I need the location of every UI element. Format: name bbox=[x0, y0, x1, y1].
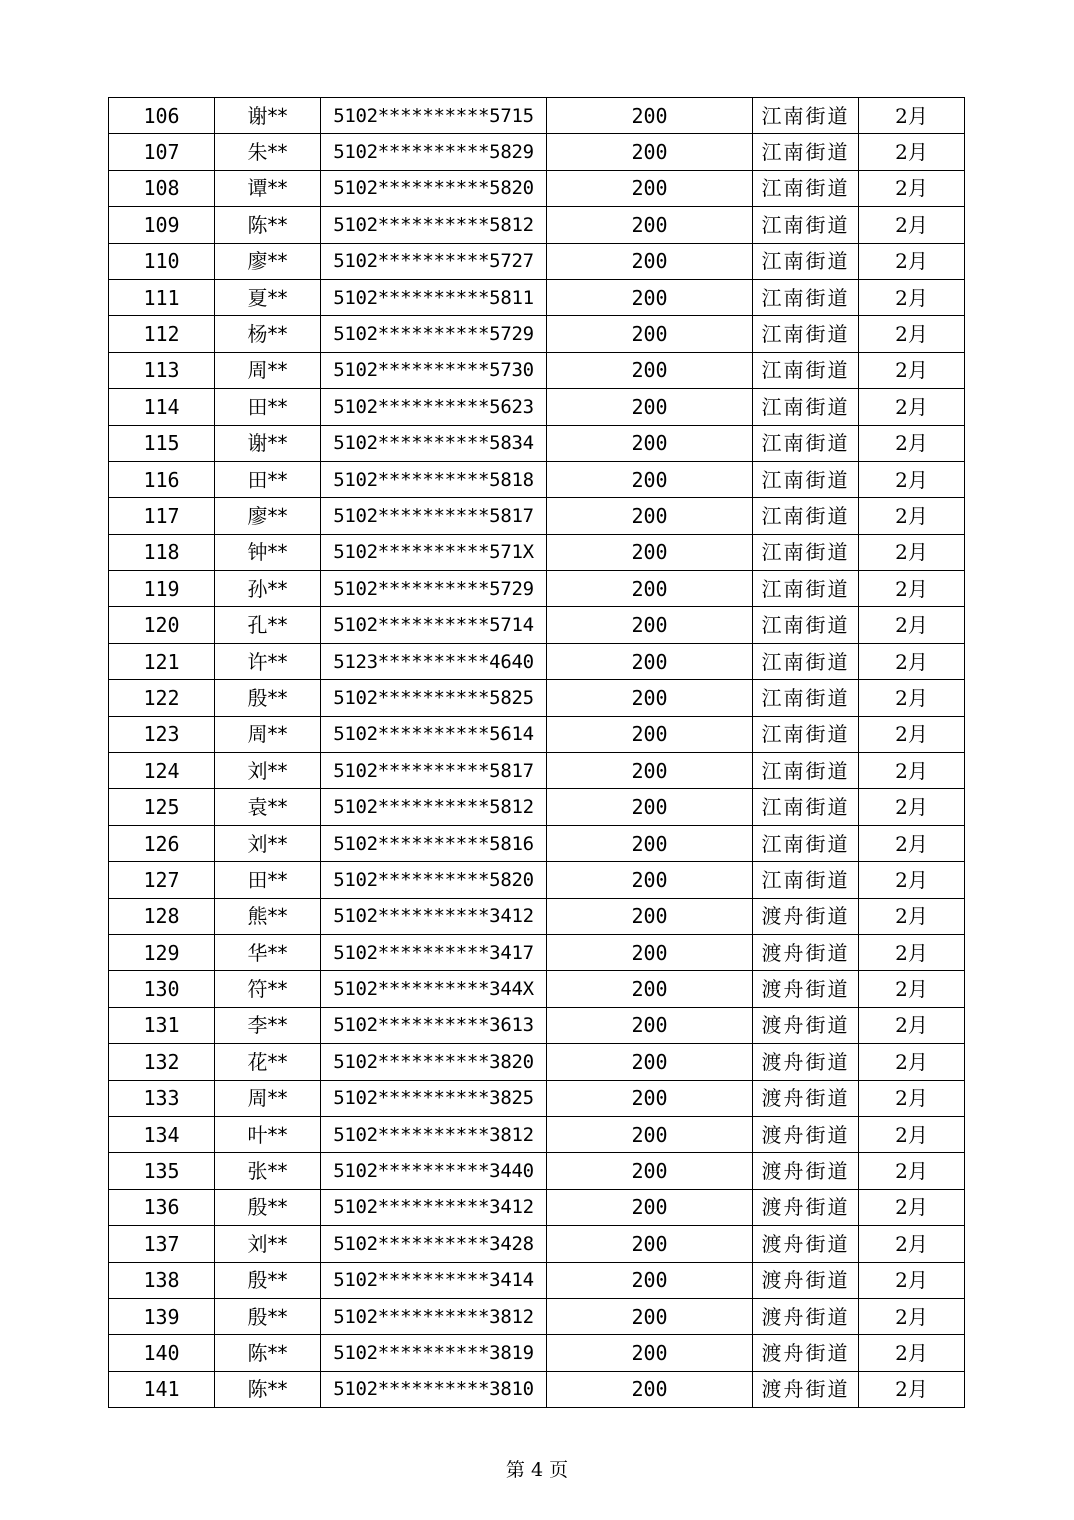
name-cell: 殷** bbox=[215, 1262, 321, 1298]
name-cell: 张** bbox=[215, 1153, 321, 1189]
table-row bbox=[109, 1153, 965, 1189]
table-row bbox=[109, 1298, 965, 1334]
table-row bbox=[109, 98, 965, 134]
street-cell: 渡舟街道 bbox=[753, 1298, 859, 1334]
name-cell: 李** bbox=[215, 1007, 321, 1043]
name-cell: 孙** bbox=[215, 571, 321, 607]
name-cell: 袁** bbox=[215, 789, 321, 825]
id-number-cell: 5102**********3812 bbox=[321, 1116, 547, 1152]
row-number-cell: 115 bbox=[109, 425, 215, 461]
table-row bbox=[109, 498, 965, 534]
row-number-cell: 136 bbox=[109, 1189, 215, 1225]
month-cell: 2月 bbox=[859, 1044, 965, 1080]
table-row bbox=[109, 461, 965, 497]
table-row bbox=[109, 170, 965, 206]
street-cell: 江南街道 bbox=[753, 207, 859, 243]
amount-cell: 200 bbox=[547, 316, 753, 352]
street-cell: 江南街道 bbox=[753, 279, 859, 315]
row-number-cell: 111 bbox=[109, 279, 215, 315]
month-cell: 2月 bbox=[859, 1335, 965, 1371]
table-row bbox=[109, 534, 965, 570]
row-number-cell: 108 bbox=[109, 170, 215, 206]
table-row bbox=[109, 279, 965, 315]
name-cell: 刘** bbox=[215, 1226, 321, 1262]
row-number-cell: 116 bbox=[109, 461, 215, 497]
amount-cell: 200 bbox=[547, 1116, 753, 1152]
street-cell: 江南街道 bbox=[753, 789, 859, 825]
row-number-cell: 135 bbox=[109, 1153, 215, 1189]
amount-cell: 200 bbox=[547, 862, 753, 898]
month-cell: 2月 bbox=[859, 352, 965, 388]
month-cell: 2月 bbox=[859, 862, 965, 898]
street-cell: 江南街道 bbox=[753, 134, 859, 170]
table-row bbox=[109, 716, 965, 752]
row-number-cell: 126 bbox=[109, 825, 215, 861]
id-number-cell: 5102**********571X bbox=[321, 534, 547, 570]
street-cell: 渡舟街道 bbox=[753, 1262, 859, 1298]
month-cell: 2月 bbox=[859, 1262, 965, 1298]
id-number-cell: 5102**********3412 bbox=[321, 898, 547, 934]
name-cell: 田** bbox=[215, 461, 321, 497]
id-number-cell: 5102**********3417 bbox=[321, 934, 547, 970]
name-cell: 周** bbox=[215, 716, 321, 752]
row-number-cell: 110 bbox=[109, 243, 215, 279]
amount-cell: 200 bbox=[547, 1189, 753, 1225]
street-cell: 江南街道 bbox=[753, 643, 859, 679]
amount-cell: 200 bbox=[547, 971, 753, 1007]
row-number-cell: 131 bbox=[109, 1007, 215, 1043]
amount-cell: 200 bbox=[547, 1007, 753, 1043]
month-cell: 2月 bbox=[859, 643, 965, 679]
id-number-cell: 5102**********5817 bbox=[321, 498, 547, 534]
name-cell: 朱** bbox=[215, 134, 321, 170]
id-number-cell: 5102**********3428 bbox=[321, 1226, 547, 1262]
name-cell: 周** bbox=[215, 352, 321, 388]
street-cell: 江南街道 bbox=[753, 389, 859, 425]
table-row bbox=[109, 571, 965, 607]
street-cell: 渡舟街道 bbox=[753, 1189, 859, 1225]
street-cell: 渡舟街道 bbox=[753, 1044, 859, 1080]
month-cell: 2月 bbox=[859, 279, 965, 315]
name-cell: 熊** bbox=[215, 898, 321, 934]
amount-cell: 200 bbox=[547, 498, 753, 534]
id-number-cell: 5123**********4640 bbox=[321, 643, 547, 679]
row-number-cell: 137 bbox=[109, 1226, 215, 1262]
amount-cell: 200 bbox=[547, 279, 753, 315]
row-number-cell: 130 bbox=[109, 971, 215, 1007]
amount-cell: 200 bbox=[547, 207, 753, 243]
street-cell: 渡舟街道 bbox=[753, 1007, 859, 1043]
row-number-cell: 114 bbox=[109, 389, 215, 425]
name-cell: 刘** bbox=[215, 825, 321, 861]
table-row bbox=[109, 316, 965, 352]
row-number-cell: 139 bbox=[109, 1298, 215, 1334]
street-cell: 江南街道 bbox=[753, 862, 859, 898]
month-cell: 2月 bbox=[859, 461, 965, 497]
id-number-cell: 5102**********5829 bbox=[321, 134, 547, 170]
amount-cell: 200 bbox=[547, 1262, 753, 1298]
name-cell: 廖** bbox=[215, 243, 321, 279]
amount-cell: 200 bbox=[547, 1335, 753, 1371]
id-number-cell: 5102**********3414 bbox=[321, 1262, 547, 1298]
amount-cell: 200 bbox=[547, 352, 753, 388]
table-row bbox=[109, 898, 965, 934]
row-number-cell: 120 bbox=[109, 607, 215, 643]
street-cell: 渡舟街道 bbox=[753, 971, 859, 1007]
amount-cell: 200 bbox=[547, 716, 753, 752]
street-cell: 江南街道 bbox=[753, 98, 859, 134]
recipient-table-container bbox=[108, 97, 964, 1408]
month-cell: 2月 bbox=[859, 534, 965, 570]
amount-cell: 200 bbox=[547, 1044, 753, 1080]
name-cell: 夏** bbox=[215, 279, 321, 315]
street-cell: 江南街道 bbox=[753, 243, 859, 279]
month-cell: 2月 bbox=[859, 680, 965, 716]
name-cell: 田** bbox=[215, 389, 321, 425]
row-number-cell: 128 bbox=[109, 898, 215, 934]
table-row bbox=[109, 825, 965, 861]
amount-cell: 200 bbox=[547, 934, 753, 970]
amount-cell: 200 bbox=[547, 753, 753, 789]
month-cell: 2月 bbox=[859, 1226, 965, 1262]
id-number-cell: 5102**********5623 bbox=[321, 389, 547, 425]
recipient-table bbox=[108, 97, 965, 1408]
amount-cell: 200 bbox=[547, 680, 753, 716]
street-cell: 渡舟街道 bbox=[753, 1226, 859, 1262]
amount-cell: 200 bbox=[547, 170, 753, 206]
month-cell: 2月 bbox=[859, 98, 965, 134]
id-number-cell: 5102**********3820 bbox=[321, 1044, 547, 1080]
amount-cell: 200 bbox=[547, 1226, 753, 1262]
street-cell: 渡舟街道 bbox=[753, 1080, 859, 1116]
month-cell: 2月 bbox=[859, 825, 965, 861]
name-cell: 孔** bbox=[215, 607, 321, 643]
amount-cell: 200 bbox=[547, 825, 753, 861]
id-number-cell: 5102**********5834 bbox=[321, 425, 547, 461]
month-cell: 2月 bbox=[859, 316, 965, 352]
month-cell: 2月 bbox=[859, 716, 965, 752]
month-cell: 2月 bbox=[859, 789, 965, 825]
table-row bbox=[109, 425, 965, 461]
id-number-cell: 5102**********3613 bbox=[321, 1007, 547, 1043]
name-cell: 周** bbox=[215, 1080, 321, 1116]
amount-cell: 200 bbox=[547, 1153, 753, 1189]
amount-cell: 200 bbox=[547, 1080, 753, 1116]
id-number-cell: 5102**********5811 bbox=[321, 279, 547, 315]
table-row bbox=[109, 207, 965, 243]
id-number-cell: 5102**********3810 bbox=[321, 1371, 547, 1407]
month-cell: 2月 bbox=[859, 898, 965, 934]
street-cell: 江南街道 bbox=[753, 607, 859, 643]
row-number-cell: 117 bbox=[109, 498, 215, 534]
id-number-cell: 5102**********3825 bbox=[321, 1080, 547, 1116]
name-cell: 殷** bbox=[215, 1189, 321, 1225]
row-number-cell: 109 bbox=[109, 207, 215, 243]
street-cell: 江南街道 bbox=[753, 352, 859, 388]
amount-cell: 200 bbox=[547, 134, 753, 170]
name-cell: 谢** bbox=[215, 425, 321, 461]
id-number-cell: 5102**********5729 bbox=[321, 316, 547, 352]
id-number-cell: 5102**********5727 bbox=[321, 243, 547, 279]
id-number-cell: 5102**********5817 bbox=[321, 753, 547, 789]
id-number-cell: 5102**********5820 bbox=[321, 170, 547, 206]
name-cell: 谢** bbox=[215, 98, 321, 134]
month-cell: 2月 bbox=[859, 134, 965, 170]
id-number-cell: 5102**********3812 bbox=[321, 1298, 547, 1334]
name-cell: 花** bbox=[215, 1044, 321, 1080]
amount-cell: 200 bbox=[547, 898, 753, 934]
name-cell: 华** bbox=[215, 934, 321, 970]
name-cell: 钟** bbox=[215, 534, 321, 570]
amount-cell: 200 bbox=[547, 425, 753, 461]
table-row bbox=[109, 971, 965, 1007]
table-row bbox=[109, 1116, 965, 1152]
month-cell: 2月 bbox=[859, 1080, 965, 1116]
table-row bbox=[109, 243, 965, 279]
month-cell: 2月 bbox=[859, 498, 965, 534]
id-number-cell: 5102**********5729 bbox=[321, 571, 547, 607]
name-cell: 陈** bbox=[215, 207, 321, 243]
table-row bbox=[109, 643, 965, 679]
name-cell: 殷** bbox=[215, 680, 321, 716]
table-row bbox=[109, 134, 965, 170]
id-number-cell: 5102**********5818 bbox=[321, 461, 547, 497]
name-cell: 田** bbox=[215, 862, 321, 898]
table-row bbox=[109, 1262, 965, 1298]
row-number-cell: 119 bbox=[109, 571, 215, 607]
table-row bbox=[109, 1371, 965, 1407]
row-number-cell: 122 bbox=[109, 680, 215, 716]
row-number-cell: 134 bbox=[109, 1116, 215, 1152]
row-number-cell: 127 bbox=[109, 862, 215, 898]
table-row bbox=[109, 1007, 965, 1043]
table-row bbox=[109, 862, 965, 898]
street-cell: 渡舟街道 bbox=[753, 1335, 859, 1371]
row-number-cell: 138 bbox=[109, 1262, 215, 1298]
row-number-cell: 124 bbox=[109, 753, 215, 789]
month-cell: 2月 bbox=[859, 971, 965, 1007]
street-cell: 江南街道 bbox=[753, 316, 859, 352]
amount-cell: 200 bbox=[547, 607, 753, 643]
id-number-cell: 5102**********5812 bbox=[321, 207, 547, 243]
table-row bbox=[109, 680, 965, 716]
month-cell: 2月 bbox=[859, 207, 965, 243]
id-number-cell: 5102**********5816 bbox=[321, 825, 547, 861]
month-cell: 2月 bbox=[859, 607, 965, 643]
row-number-cell: 118 bbox=[109, 534, 215, 570]
month-cell: 2月 bbox=[859, 1007, 965, 1043]
id-number-cell: 5102**********5825 bbox=[321, 680, 547, 716]
month-cell: 2月 bbox=[859, 1153, 965, 1189]
id-number-cell: 5102**********5812 bbox=[321, 789, 547, 825]
amount-cell: 200 bbox=[547, 243, 753, 279]
name-cell: 廖** bbox=[215, 498, 321, 534]
table-row bbox=[109, 1080, 965, 1116]
recipient-table-body bbox=[109, 98, 965, 1408]
table-row bbox=[109, 934, 965, 970]
id-number-cell: 5102**********5730 bbox=[321, 352, 547, 388]
amount-cell: 200 bbox=[547, 789, 753, 825]
street-cell: 江南街道 bbox=[753, 425, 859, 461]
table-row bbox=[109, 1335, 965, 1371]
street-cell: 渡舟街道 bbox=[753, 1116, 859, 1152]
name-cell: 殷** bbox=[215, 1298, 321, 1334]
id-number-cell: 5102**********3440 bbox=[321, 1153, 547, 1189]
row-number-cell: 113 bbox=[109, 352, 215, 388]
id-number-cell: 5102**********3819 bbox=[321, 1335, 547, 1371]
row-number-cell: 141 bbox=[109, 1371, 215, 1407]
amount-cell: 200 bbox=[547, 98, 753, 134]
street-cell: 江南街道 bbox=[753, 534, 859, 570]
street-cell: 江南街道 bbox=[753, 716, 859, 752]
street-cell: 江南街道 bbox=[753, 825, 859, 861]
id-number-cell: 5102**********344X bbox=[321, 971, 547, 1007]
table-row bbox=[109, 352, 965, 388]
month-cell: 2月 bbox=[859, 1371, 965, 1407]
row-number-cell: 132 bbox=[109, 1044, 215, 1080]
name-cell: 叶** bbox=[215, 1116, 321, 1152]
amount-cell: 200 bbox=[547, 571, 753, 607]
row-number-cell: 123 bbox=[109, 716, 215, 752]
amount-cell: 200 bbox=[547, 534, 753, 570]
id-number-cell: 5102**********5820 bbox=[321, 862, 547, 898]
name-cell: 陈** bbox=[215, 1371, 321, 1407]
street-cell: 江南街道 bbox=[753, 170, 859, 206]
table-row bbox=[109, 753, 965, 789]
table-row bbox=[109, 607, 965, 643]
street-cell: 渡舟街道 bbox=[753, 1153, 859, 1189]
id-number-cell: 5102**********5614 bbox=[321, 716, 547, 752]
page-number: 第 4 页 bbox=[505, 1459, 569, 1481]
table-row bbox=[109, 389, 965, 425]
month-cell: 2月 bbox=[859, 243, 965, 279]
table-row bbox=[109, 1189, 965, 1225]
name-cell: 符** bbox=[215, 971, 321, 1007]
id-number-cell: 5102**********5715 bbox=[321, 98, 547, 134]
month-cell: 2月 bbox=[859, 170, 965, 206]
row-number-cell: 121 bbox=[109, 643, 215, 679]
street-cell: 江南街道 bbox=[753, 753, 859, 789]
month-cell: 2月 bbox=[859, 425, 965, 461]
amount-cell: 200 bbox=[547, 461, 753, 497]
month-cell: 2月 bbox=[859, 1189, 965, 1225]
name-cell: 刘** bbox=[215, 753, 321, 789]
street-cell: 江南街道 bbox=[753, 498, 859, 534]
month-cell: 2月 bbox=[859, 934, 965, 970]
month-cell: 2月 bbox=[859, 753, 965, 789]
table-row bbox=[109, 789, 965, 825]
id-number-cell: 5102**********3412 bbox=[321, 1189, 547, 1225]
row-number-cell: 129 bbox=[109, 934, 215, 970]
name-cell: 许** bbox=[215, 643, 321, 679]
row-number-cell: 125 bbox=[109, 789, 215, 825]
street-cell: 江南街道 bbox=[753, 571, 859, 607]
month-cell: 2月 bbox=[859, 1116, 965, 1152]
name-cell: 陈** bbox=[215, 1335, 321, 1371]
month-cell: 2月 bbox=[859, 1298, 965, 1334]
amount-cell: 200 bbox=[547, 389, 753, 425]
id-number-cell: 5102**********5714 bbox=[321, 607, 547, 643]
row-number-cell: 106 bbox=[109, 98, 215, 134]
table-row bbox=[109, 1226, 965, 1262]
table-row bbox=[109, 1044, 965, 1080]
amount-cell: 200 bbox=[547, 643, 753, 679]
street-cell: 江南街道 bbox=[753, 461, 859, 497]
street-cell: 渡舟街道 bbox=[753, 898, 859, 934]
row-number-cell: 112 bbox=[109, 316, 215, 352]
street-cell: 渡舟街道 bbox=[753, 934, 859, 970]
name-cell: 谭** bbox=[215, 170, 321, 206]
street-cell: 江南街道 bbox=[753, 680, 859, 716]
row-number-cell: 107 bbox=[109, 134, 215, 170]
row-number-cell: 133 bbox=[109, 1080, 215, 1116]
month-cell: 2月 bbox=[859, 389, 965, 425]
amount-cell: 200 bbox=[547, 1298, 753, 1334]
month-cell: 2月 bbox=[859, 571, 965, 607]
amount-cell: 200 bbox=[547, 1371, 753, 1407]
name-cell: 杨** bbox=[215, 316, 321, 352]
row-number-cell: 140 bbox=[109, 1335, 215, 1371]
street-cell: 渡舟街道 bbox=[753, 1371, 859, 1407]
